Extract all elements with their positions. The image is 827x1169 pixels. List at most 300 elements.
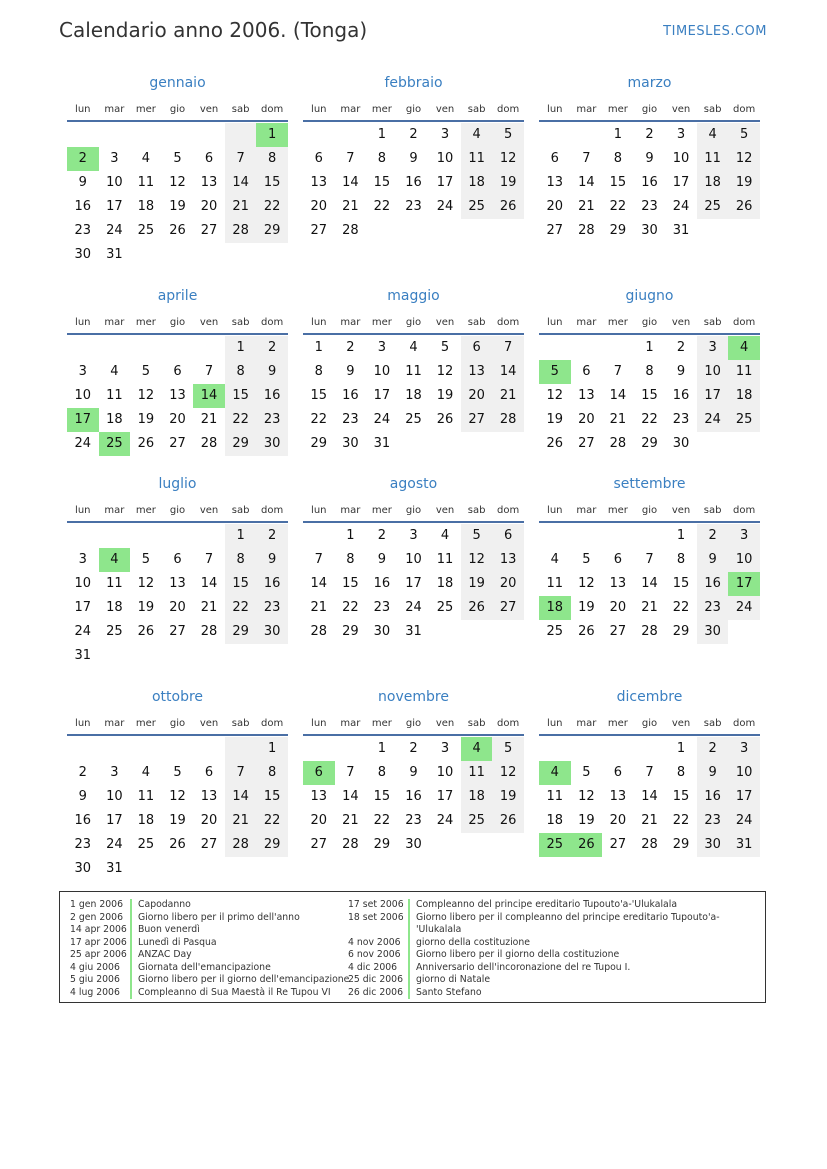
day-cell: 21 (609, 412, 627, 427)
weekday-label: lun (547, 718, 563, 729)
month-ottobre (67, 684, 288, 881)
empty-cell (193, 123, 225, 147)
day-cell: 6 (613, 765, 623, 780)
day-cell: 17 (436, 175, 454, 190)
day-cell: 20 (609, 600, 627, 615)
day-cell: 28 (342, 223, 359, 238)
day-cell: 16 (697, 785, 729, 809)
holiday-day-cell: 4 (99, 548, 131, 572)
day-cell: 29 (310, 436, 328, 451)
day-cell: 14 (342, 175, 359, 190)
day-cell: 23 (641, 199, 658, 214)
day-cell: 26 (492, 809, 524, 833)
day-cell: 12 (137, 576, 155, 591)
day-cell: 23 (405, 813, 422, 828)
weekday-label: ven (671, 317, 691, 328)
weekday-label: dom (733, 505, 756, 516)
day-cell: 2 (697, 524, 729, 548)
day-cell: 1 (676, 741, 686, 756)
day-cell: 23 (373, 600, 391, 615)
day-cell: 24 (436, 199, 454, 214)
day-cell: 22 (256, 195, 288, 219)
day-cell: 7 (582, 151, 591, 166)
empty-cell (162, 737, 194, 761)
day-cell: 2 (78, 765, 87, 780)
day-cell: 24 (106, 837, 123, 852)
day-cell: 1 (346, 528, 355, 543)
day-cell: 16 (74, 199, 92, 214)
month-gennaio (67, 70, 288, 267)
legend-row (70, 962, 349, 975)
holiday-day-cell: 4 (728, 336, 760, 360)
day-cell: 10 (373, 364, 391, 379)
empty-cell (99, 524, 131, 548)
empty-cell (539, 336, 571, 360)
empty-cell (130, 737, 162, 761)
legend-column-left (70, 899, 349, 999)
day-cell: 22 (225, 408, 257, 432)
weekday-header (67, 100, 288, 122)
day-cell: 5 (582, 552, 591, 567)
day-cell: 13 (461, 360, 493, 384)
weekday-label: lun (311, 718, 327, 729)
day-cell: 24 (373, 412, 391, 427)
day-cell: 6 (173, 552, 182, 567)
weekday-header (303, 714, 524, 736)
day-cell: 4 (550, 552, 559, 567)
holiday-day-cell: 6 (303, 761, 335, 785)
day-cell: 27 (169, 436, 186, 451)
empty-cell (602, 524, 634, 548)
weekday-label: ven (435, 718, 455, 729)
weekday-label: dom (733, 718, 756, 729)
weekday-label: ven (671, 104, 691, 115)
day-cell: 10 (436, 765, 454, 780)
day-cell: 20 (200, 813, 218, 828)
legend-row (348, 962, 720, 975)
day-cell: 21 (578, 199, 595, 214)
day-cell: 4 (141, 151, 151, 166)
weekday-label: mer (607, 104, 628, 115)
day-cell: 17 (436, 789, 454, 804)
weekday-header (539, 714, 760, 736)
day-cell: 26 (169, 837, 186, 852)
legend-date: 4 lug 2006 (70, 987, 132, 1000)
weekday-label: lun (311, 317, 327, 328)
day-cell: 18 (137, 813, 155, 828)
day-cell: 22 (310, 412, 328, 427)
empty-cell (602, 737, 634, 761)
empty-cell (303, 123, 335, 147)
legend-row (70, 974, 349, 987)
day-cell: 2 (676, 340, 686, 355)
weekday-label: gio (641, 718, 658, 729)
day-cell: 27 (578, 436, 595, 451)
day-cell: 27 (310, 837, 328, 852)
day-cell: 3 (676, 127, 686, 142)
empty-cell (193, 524, 225, 548)
legend-holiday-name: Giornata dell'emancipazione (138, 961, 271, 973)
weekday-label: mar (104, 104, 125, 115)
day-cell: 12 (728, 147, 760, 171)
day-cell: 20 (609, 813, 627, 828)
day-cell: 23 (697, 809, 729, 833)
empty-cell (67, 524, 99, 548)
day-cell: 23 (342, 412, 359, 427)
day-cell: 26 (546, 436, 564, 451)
day-cell: 5 (492, 123, 524, 147)
holiday-day-cell: 17 (67, 408, 99, 432)
day-cell: 14 (225, 171, 257, 195)
weekday-header (303, 313, 524, 335)
day-cell: 17 (697, 384, 729, 408)
day-cell: 21 (492, 384, 524, 408)
legend-column-right (348, 899, 720, 999)
day-cell: 18 (137, 199, 155, 214)
day-cell: 4 (697, 123, 729, 147)
day-grid (303, 336, 524, 456)
weekday-label: mar (340, 505, 361, 516)
day-cell: 13 (492, 548, 524, 572)
day-cell: 25 (137, 837, 155, 852)
day-cell: 14 (225, 785, 257, 809)
legend-date: 18 set 2006 (348, 912, 410, 925)
empty-cell (162, 123, 194, 147)
empty-cell (539, 123, 571, 147)
day-cell: 5 (728, 123, 760, 147)
empty-cell (634, 524, 666, 548)
day-cell: 4 (110, 364, 119, 379)
legend-date: 14 apr 2006 (70, 924, 132, 937)
weekday-label: dom (261, 505, 284, 516)
weekday-label: gio (641, 104, 658, 115)
legend-date: 25 apr 2006 (70, 949, 132, 962)
day-cell: 9 (645, 151, 654, 166)
month-aprile (67, 283, 288, 456)
day-cell: 2 (697, 737, 729, 761)
day-cell: 5 (440, 340, 450, 355)
day-cell: 23 (672, 412, 690, 427)
day-cell: 22 (373, 199, 391, 214)
weekday-label: mer (135, 718, 156, 729)
empty-cell (303, 524, 335, 548)
legend-date: 4 nov 2006 (348, 937, 410, 950)
weekday-header (67, 313, 288, 335)
day-cell: 8 (314, 364, 323, 379)
day-cell: 16 (405, 175, 422, 190)
day-cell: 13 (169, 388, 186, 403)
day-cell: 28 (492, 408, 524, 432)
day-cell: 29 (225, 620, 257, 644)
day-cell: 22 (672, 600, 690, 615)
weekday-label: lun (311, 104, 327, 115)
day-cell: 19 (137, 600, 155, 615)
holiday-day-cell: 5 (539, 360, 571, 384)
weekday-label: dom (497, 505, 520, 516)
day-cell: 24 (697, 408, 729, 432)
day-cell: 14 (310, 576, 328, 591)
day-cell: 13 (169, 576, 186, 591)
day-cell: 7 (346, 151, 355, 166)
weekday-label: lun (75, 104, 91, 115)
day-cell: 12 (436, 364, 454, 379)
day-cell: 6 (461, 336, 493, 360)
day-cell: 12 (461, 548, 493, 572)
day-cell: 21 (641, 600, 658, 615)
day-grid (539, 336, 760, 456)
day-cell: 15 (256, 171, 288, 195)
day-cell: 9 (78, 789, 87, 804)
weekday-header (67, 714, 288, 736)
legend-date: 2 gen 2006 (70, 912, 132, 925)
day-cell: 21 (225, 195, 257, 219)
month-name: dicembre (616, 689, 683, 705)
day-cell: 28 (200, 436, 218, 451)
day-cell: 30 (405, 837, 422, 852)
day-cell: 18 (461, 171, 493, 195)
empty-cell (225, 737, 257, 761)
legend-holiday-name: Compleanno di Sua Maestà il Re Tupou VI (138, 986, 331, 998)
day-cell: 25 (546, 624, 564, 639)
weekday-header (539, 100, 760, 122)
day-cell: 1 (377, 741, 387, 756)
day-cell: 28 (641, 837, 658, 852)
day-cell: 2 (409, 741, 418, 756)
day-cell: 15 (672, 576, 690, 591)
day-cell: 10 (74, 388, 92, 403)
day-cell: 27 (310, 223, 328, 238)
legend-holiday-name: Compleanno del principe ereditario Tupouto'a-'Ulukalala (416, 899, 678, 910)
day-cell: 12 (169, 175, 186, 190)
day-cell: 29 (641, 436, 658, 451)
day-cell: 19 (578, 813, 595, 828)
weekday-label: dom (497, 317, 520, 328)
weekday-label: lun (547, 505, 563, 516)
month-name: gennaio (149, 75, 206, 91)
day-cell: 28 (310, 624, 328, 639)
day-cell: 3 (78, 364, 87, 379)
day-cell: 6 (173, 364, 182, 379)
day-cell: 20 (169, 600, 186, 615)
day-cell: 18 (106, 600, 123, 615)
day-cell: 23 (697, 596, 729, 620)
brand-link[interactable]: TIMESLES.COM (663, 24, 767, 39)
day-cell: 7 (645, 765, 654, 780)
day-cell: 21 (200, 600, 218, 615)
day-cell: 30 (342, 436, 359, 451)
empty-cell (335, 123, 367, 147)
day-cell: 15 (373, 175, 391, 190)
day-cell: 19 (492, 171, 524, 195)
weekday-label: gio (641, 505, 658, 516)
day-cell: 25 (436, 600, 454, 615)
day-cell: 7 (204, 364, 214, 379)
day-cell: 29 (225, 432, 257, 456)
day-cell: 25 (106, 624, 123, 639)
day-grid (303, 737, 524, 857)
day-cell: 20 (461, 384, 493, 408)
day-cell: 10 (697, 360, 729, 384)
weekday-header (67, 501, 288, 523)
weekday-label: dom (497, 104, 520, 115)
weekday-label: sab (703, 718, 722, 729)
day-cell: 9 (676, 364, 686, 379)
empty-cell (571, 336, 603, 360)
weekday-label: lun (311, 505, 327, 516)
holiday-day-cell: 2 (67, 147, 99, 171)
day-cell: 15 (225, 572, 257, 596)
legend-holiday-name: ANZAC Day (138, 949, 192, 960)
day-cell: 8 (346, 552, 355, 567)
day-cell: 23 (256, 596, 288, 620)
day-cell: 20 (310, 813, 328, 828)
day-cell: 23 (74, 223, 92, 238)
weekday-header (539, 501, 760, 523)
day-cell: 1 (225, 336, 257, 360)
day-cell: 2 (256, 336, 288, 360)
holiday-day-cell: 26 (571, 833, 603, 857)
day-cell: 5 (141, 552, 151, 567)
day-cell: 30 (74, 247, 92, 262)
day-cell: 18 (436, 576, 454, 591)
day-cell: 17 (74, 600, 92, 615)
day-cell: 11 (137, 789, 155, 804)
month-name: maggio (387, 288, 440, 304)
empty-cell (67, 336, 99, 360)
weekday-label: mer (135, 317, 156, 328)
weekday-label: mar (104, 505, 125, 516)
weekday-label: lun (547, 104, 563, 115)
day-cell: 20 (578, 412, 595, 427)
holiday-day-cell: 4 (461, 737, 493, 761)
empty-cell (99, 737, 131, 761)
empty-cell (193, 737, 225, 761)
day-cell: 17 (672, 175, 690, 190)
day-cell: 17 (728, 785, 760, 809)
legend-row (348, 899, 720, 912)
legend-row (70, 899, 349, 912)
day-cell: 5 (582, 765, 591, 780)
day-cell: 6 (582, 364, 591, 379)
day-cell: 2 (645, 127, 654, 142)
legend-date: 25 dic 2006 (348, 974, 410, 987)
month-marzo (539, 70, 760, 243)
holiday-day-cell: 18 (539, 596, 571, 620)
day-cell: 9 (697, 761, 729, 785)
legend-row (348, 987, 720, 1000)
weekday-label: sab (467, 718, 486, 729)
day-cell: 6 (204, 151, 214, 166)
day-cell: 30 (641, 223, 658, 238)
day-grid (67, 123, 288, 267)
holiday-day-cell: 25 (99, 432, 131, 456)
day-cell: 24 (106, 223, 123, 238)
day-cell: 11 (106, 388, 123, 403)
legend-holiday-name: Giorno libero per il giorno dell'emancipazione (138, 974, 350, 985)
day-cell: 24 (405, 600, 422, 615)
day-cell: 5 (173, 765, 182, 780)
day-cell: 7 (492, 336, 524, 360)
day-cell: 11 (461, 147, 493, 171)
legend-holiday-name: 'Ulukalala (416, 924, 462, 935)
weekday-label: ven (199, 718, 219, 729)
day-cell: 8 (676, 765, 686, 780)
day-cell: 27 (461, 408, 493, 432)
day-cell: 27 (609, 837, 627, 852)
day-cell: 27 (169, 624, 186, 639)
day-cell: 31 (728, 833, 760, 857)
day-cell: 17 (373, 388, 391, 403)
empty-cell (602, 336, 634, 360)
legend-date: 5 giu 2006 (70, 974, 132, 987)
empty-cell (335, 737, 367, 761)
weekday-label: sab (231, 718, 250, 729)
weekday-label: mar (576, 317, 597, 328)
weekday-label: mer (607, 317, 628, 328)
day-cell: 30 (697, 620, 729, 644)
day-cell: 16 (74, 813, 92, 828)
day-cell: 24 (728, 596, 760, 620)
day-cell: 21 (342, 199, 359, 214)
day-cell: 26 (578, 624, 595, 639)
day-cell: 10 (106, 789, 123, 804)
day-cell: 4 (409, 340, 418, 355)
weekday-label: mar (576, 505, 597, 516)
day-cell: 14 (578, 175, 595, 190)
weekday-label: dom (497, 718, 520, 729)
empty-cell (162, 524, 194, 548)
day-cell: 21 (310, 600, 328, 615)
legend-date: 1 gen 2006 (70, 899, 132, 912)
weekday-label: gio (169, 505, 186, 516)
weekday-header (303, 501, 524, 523)
legend-date (348, 924, 410, 937)
weekday-label: lun (75, 505, 91, 516)
day-cell: 12 (492, 147, 524, 171)
day-cell: 30 (256, 620, 288, 644)
day-cell: 25 (461, 195, 493, 219)
day-cell: 1 (256, 737, 288, 761)
legend-holiday-name: Giorno libero per il compleanno del principe ereditario Tupouto'a- (416, 911, 720, 923)
legend-row (348, 937, 720, 950)
legend-holiday-name: Lunedì di Pasqua (138, 936, 217, 948)
day-cell: 29 (256, 219, 288, 243)
day-cell: 27 (492, 596, 524, 620)
weekday-label: gio (405, 718, 422, 729)
weekday-header (539, 313, 760, 335)
day-cell: 18 (405, 388, 422, 403)
holiday-day-cell: 4 (539, 761, 571, 785)
weekday-label: mer (371, 317, 392, 328)
weekday-label: dom (733, 104, 756, 115)
day-cell: 14 (641, 789, 658, 804)
day-cell: 3 (110, 151, 119, 166)
day-cell: 28 (609, 436, 627, 451)
weekday-label: ven (199, 317, 219, 328)
day-cell: 18 (697, 171, 729, 195)
holiday-legend (59, 891, 766, 1003)
legend-date: 17 apr 2006 (70, 937, 132, 950)
empty-cell (130, 336, 162, 360)
day-cell: 1 (645, 340, 654, 355)
legend-date: 26 dic 2006 (348, 987, 410, 1000)
day-cell: 10 (728, 761, 760, 785)
day-cell: 31 (106, 247, 123, 262)
weekday-label: sab (231, 317, 250, 328)
day-cell: 29 (373, 837, 391, 852)
day-cell: 16 (641, 175, 658, 190)
legend-row (70, 924, 349, 937)
